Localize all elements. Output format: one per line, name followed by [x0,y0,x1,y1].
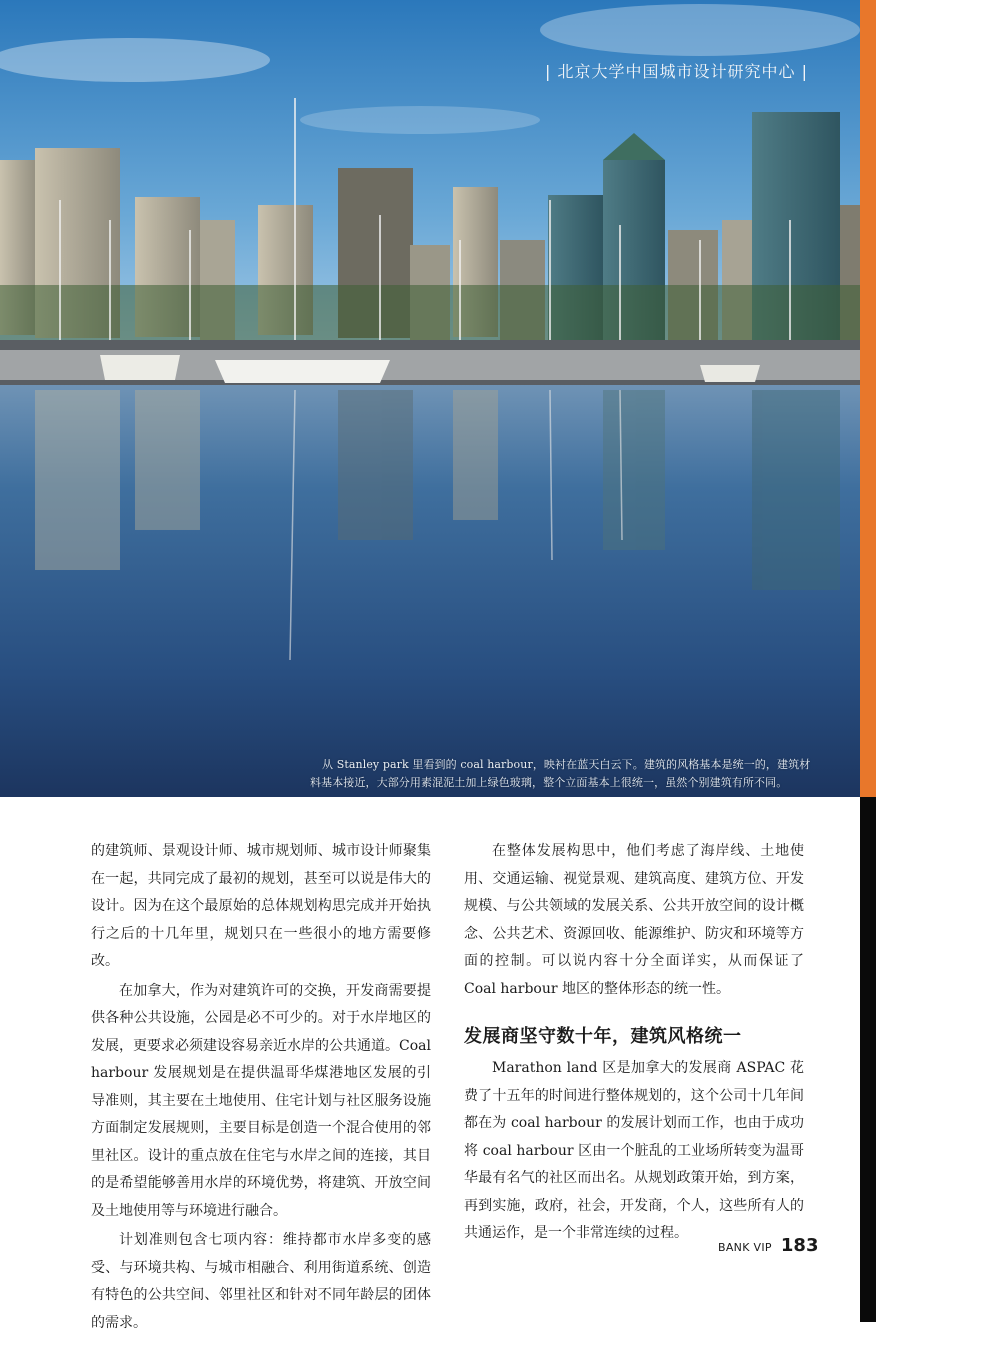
paragraph: 的建筑师、景观设计师、城市规划师、城市设计师聚集在一起，共同完成了最初的规划，甚至可以说是伟大的设计。因为在这个最原始的总体规划构思完成并开始执行之后的十几年里，规划只在一些很小的地方需要修改。 [91,843,431,969]
header-tag: | 北京大学中国城市设计研究中心 | [545,62,808,81]
left-column [91,838,431,1339]
magazine-brand: BANK VIP [718,1241,772,1254]
page-footer [718,1235,818,1256]
photo-caption-line: 从 Stanley park 里看到的 coal harbour，映衬在蓝天白云下。建筑的风格基本是统一的，建筑材 [322,758,811,771]
edge-orange-bar [860,0,876,797]
page-number: 183 [780,1235,819,1256]
paragraph: 在整体发展构思中，他们考虑了海岸线、土地使用、交通运输、视觉景观、建筑高度、建筑方位、开发规模、与公共领域的发展关系、公共开放空间的设计概念、公共艺术、资源回收、能源维护、防灾和环境等方面的控制。可以说内容十分全面详实，从而保证了 Coal harbour 地区的整体形态的统一性。 [464,843,804,997]
section-title: 发展商坚守数十年，建筑风格统一 [464,1026,742,1047]
paragraph: Marathon land 区是加拿大的发展商 ASPAC 花费了十五年的时间进行整体规划的，这个公司十几年间都在为 coal harbour 的发展计划而工作，也由于成功将 coal harbour 区由一个脏乱的工业场所转变为温哥华最有名气的社区而出名。从规划政策开始，到方案，再到实施，政府，社会，开发商，个人，这些所有人的共通运作，是一个非常连续的过程。 [464,1060,804,1241]
right-column [464,838,804,1250]
paragraph: 在加拿大，作为对建筑许可的交换，开发商需要提供各种公共设施，公园是必不可少的。对于水岸地区的发展，更要求必须建设容易亲近水岸的公共通道。Coal harbour 发展规划是在提供温哥华煤港地区发展的引导准则，其主要在土地使用、住宅计划与社区服务设施方面制定发展规则，主要目标是创造一个混合使用的邻里社区。设计的重点放在住宅与水岸之间的连接，其目的是希望能够善用水岸的环境优势，将建筑、开放空间及土地使用等与环境进行融合。 [91,982,431,1219]
photo-caption [310,756,842,792]
photo-caption-line: 料基本接近，大部分用素混泥土加上绿色玻璃，整个立面基本上很统一，虽然个别建筑有所不同。 [310,776,788,789]
edge-black-bar [860,797,876,1322]
paragraph: 计划准则包含七项内容：维持都市水岸多变的感受、与环境共构、与城市相融合、利用街道系统、创造有特色的公共空间、邻里社区和针对不同年龄层的团体的需求。 [91,1232,431,1331]
